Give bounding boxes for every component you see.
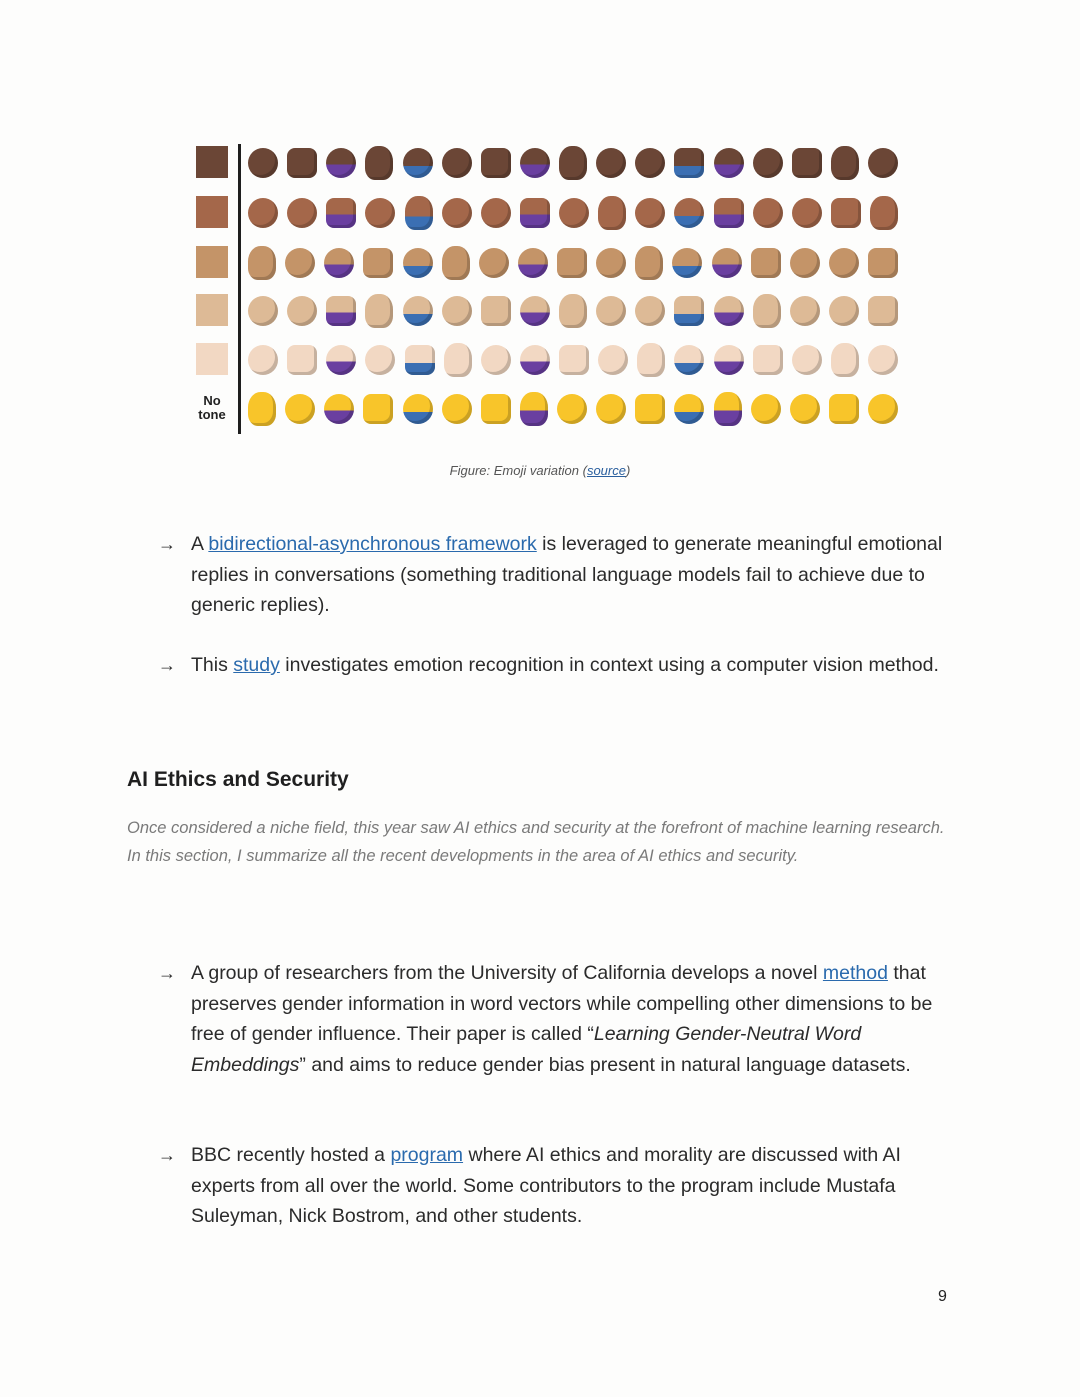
- emoji-icon: [403, 296, 433, 326]
- caption-source-link[interactable]: source: [586, 463, 626, 478]
- emoji-icon: [674, 296, 704, 326]
- tone-swatch-4: [196, 294, 228, 326]
- emoji-icon: [635, 246, 663, 280]
- emoji-icon: [403, 248, 433, 278]
- emoji-icon: [365, 294, 393, 328]
- emoji-icon: [481, 345, 511, 375]
- emoji-icon: [672, 248, 702, 278]
- tone-swatch-2: [196, 196, 228, 228]
- bullet-text-before: A group of researchers from the University of California develops a novel: [191, 962, 823, 984]
- bullet-text-after: is leveraged to generate meaningful emotional replies in conversations (something traditional language models fail to achieve due to generic replies).: [191, 533, 943, 616]
- emoji-icon: [287, 296, 317, 326]
- emoji-icon: [365, 345, 395, 375]
- emoji-row-medium-dark: [248, 194, 898, 232]
- emoji-icon: [714, 392, 742, 426]
- emoji-icon: [248, 148, 278, 178]
- emoji-icon: [792, 198, 822, 228]
- bullet-text: [191, 529, 958, 621]
- page-number: 9: [938, 1288, 947, 1305]
- emoji-icon: [326, 198, 356, 228]
- emoji-icon: [442, 246, 470, 280]
- no-tone-line2: tone: [198, 407, 226, 422]
- emoji-icon: [714, 198, 744, 228]
- emoji-icon: [674, 198, 704, 228]
- tone-swatch-1: [196, 146, 228, 178]
- emoji-icon: [790, 394, 820, 424]
- emoji-icon: [714, 148, 744, 178]
- emoji-icon: [559, 345, 589, 375]
- emoji-icon: [481, 296, 511, 326]
- emoji-icon: [520, 345, 550, 375]
- tone-divider: [238, 144, 241, 434]
- figure-caption: [0, 463, 1080, 478]
- emoji-icon: [287, 198, 317, 228]
- bullet-study: [158, 650, 958, 681]
- emoji-icon: [635, 198, 665, 228]
- emoji-icon: [403, 148, 433, 178]
- emoji-icon: [674, 394, 704, 424]
- emoji-icon: [520, 148, 550, 178]
- emoji-icon: [792, 345, 822, 375]
- emoji-icon: [481, 394, 511, 424]
- emoji-icon: [753, 148, 783, 178]
- emoji-icon: [285, 248, 315, 278]
- arrow-icon: →: [158, 963, 176, 983]
- emoji-icon: [751, 248, 781, 278]
- emoji-icon: [559, 198, 589, 228]
- emoji-icon: [868, 248, 898, 278]
- no-tone-label: [192, 394, 232, 422]
- emoji-icon: [674, 148, 704, 178]
- emoji-row-medium-light: [248, 292, 898, 330]
- emoji-icon: [831, 198, 861, 228]
- bullet-text-after: investigates emotion recognition in context using a computer vision method.: [279, 654, 939, 676]
- bullet-text-before: This: [191, 654, 234, 676]
- emoji-icon: [753, 198, 783, 228]
- emoji-icon: [248, 246, 276, 280]
- emoji-icon: [285, 394, 315, 424]
- bullet-gender-embeddings: [158, 958, 958, 1080]
- emoji-icon: [363, 394, 393, 424]
- emoji-icon: [405, 345, 435, 375]
- emoji-icon: [248, 392, 276, 426]
- bullet-text-before: A: [191, 533, 209, 555]
- emoji-icon: [712, 248, 742, 278]
- tone-swatch-5: [196, 343, 228, 375]
- emoji-icon: [868, 148, 898, 178]
- emoji-row-dark: [248, 144, 898, 182]
- emoji-icon: [444, 343, 472, 377]
- emoji-icon: [751, 394, 781, 424]
- bullet-text: [191, 958, 958, 1080]
- emoji-icon: [520, 198, 550, 228]
- emoji-icon: [635, 148, 665, 178]
- emoji-icon: [365, 198, 395, 228]
- arrow-icon: →: [158, 534, 176, 554]
- emoji-icon: [520, 296, 550, 326]
- emoji-icon: [829, 394, 859, 424]
- program-link[interactable]: program: [390, 1144, 464, 1166]
- emoji-icon: [248, 296, 278, 326]
- emoji-row-no-tone: [248, 390, 898, 428]
- caption-suffix: ): [625, 463, 631, 478]
- bullet-text-after2: ” and aims to reduce gender bias present in natural language datasets.: [299, 1053, 911, 1076]
- emoji-icon: [405, 196, 433, 230]
- emoji-icon: [829, 248, 859, 278]
- emoji-icon: [792, 148, 822, 178]
- emoji-icon: [714, 345, 744, 375]
- emoji-icon: [714, 296, 744, 326]
- emoji-icon: [790, 248, 820, 278]
- method-link[interactable]: method: [822, 962, 888, 984]
- emoji-icon: [287, 345, 317, 375]
- emoji-icon: [481, 148, 511, 178]
- bullet-text-after: where AI ethics and morality are discussed with AI experts from all over the world. Some contributors to the program include Mustafa Suleyman, Nick Bostrom, and other students.: [191, 1144, 901, 1227]
- emoji-icon: [635, 394, 665, 424]
- paper-title: Learning Gender-Neutral Word Embeddings: [191, 1023, 862, 1076]
- emoji-icon: [479, 248, 509, 278]
- bullet-bbc-program: [158, 1140, 958, 1232]
- bullet-text-after: that preserves gender information in word vectors while compelling other dimensions to be free of gender influence. Their paper is called “: [191, 962, 933, 1045]
- emoji-icon: [829, 296, 859, 326]
- section-intro: Once considered a niche field, this year saw AI ethics and security at the forefront of machine learning research. In this section, I summarize all the recent developments in the area of AI ethics and security.: [127, 819, 945, 865]
- emoji-icon: [518, 248, 548, 278]
- emoji-icon: [868, 394, 898, 424]
- emoji-icon: [248, 198, 278, 228]
- emoji-variation-figure: [192, 140, 902, 440]
- emoji-icon: [753, 345, 783, 375]
- emoji-icon: [557, 394, 587, 424]
- arrow-icon: →: [158, 1145, 176, 1165]
- emoji-icon: [790, 296, 820, 326]
- emoji-icon: [753, 294, 781, 328]
- emoji-icon: [637, 343, 665, 377]
- emoji-icon: [324, 248, 354, 278]
- emoji-icon: [363, 248, 393, 278]
- emoji-icon: [559, 146, 587, 180]
- tone-swatch-3: [196, 246, 228, 278]
- bullet-text-before: BBC recently hosted a: [191, 1144, 391, 1166]
- emoji-icon: [831, 343, 859, 377]
- study-link[interactable]: study: [233, 654, 280, 676]
- no-tone-line1: No: [203, 393, 221, 408]
- emoji-icon: [442, 198, 472, 228]
- emoji-icon: [326, 148, 356, 178]
- emoji-icon: [557, 248, 587, 278]
- framework-link[interactable]: bidirectional-asynchronous framework: [208, 533, 537, 555]
- bullet-text: [191, 650, 958, 681]
- emoji-icon: [598, 345, 628, 375]
- emoji-icon: [831, 146, 859, 180]
- emoji-icon: [442, 394, 472, 424]
- emoji-icon: [868, 345, 898, 375]
- emoji-icon: [365, 146, 393, 180]
- emoji-icon: [674, 345, 704, 375]
- emoji-icon: [403, 394, 433, 424]
- arrow-icon: →: [158, 655, 176, 675]
- emoji-icon: [868, 296, 898, 326]
- emoji-row-light: [248, 341, 898, 379]
- emoji-icon: [598, 196, 626, 230]
- bullet-framework: [158, 529, 958, 621]
- emoji-icon: [326, 345, 356, 375]
- emoji-icon: [596, 296, 626, 326]
- emoji-icon: [324, 394, 354, 424]
- emoji-icon: [635, 296, 665, 326]
- bullet-text: [191, 1140, 958, 1232]
- emoji-icon: [248, 345, 278, 375]
- emoji-icon: [326, 296, 356, 326]
- emoji-icon: [596, 148, 626, 178]
- emoji-icon: [442, 148, 472, 178]
- emoji-icon: [870, 196, 898, 230]
- emoji-icon: [596, 394, 626, 424]
- emoji-row-medium: [248, 244, 898, 282]
- section-heading: AI Ethics and Security: [127, 768, 349, 791]
- emoji-icon: [596, 248, 626, 278]
- emoji-icon: [481, 198, 511, 228]
- emoji-icon: [442, 296, 472, 326]
- emoji-icon: [520, 392, 548, 426]
- emoji-icon: [559, 294, 587, 328]
- emoji-icon: [287, 148, 317, 178]
- caption-prefix: Figure: Emoji variation (: [449, 463, 587, 478]
